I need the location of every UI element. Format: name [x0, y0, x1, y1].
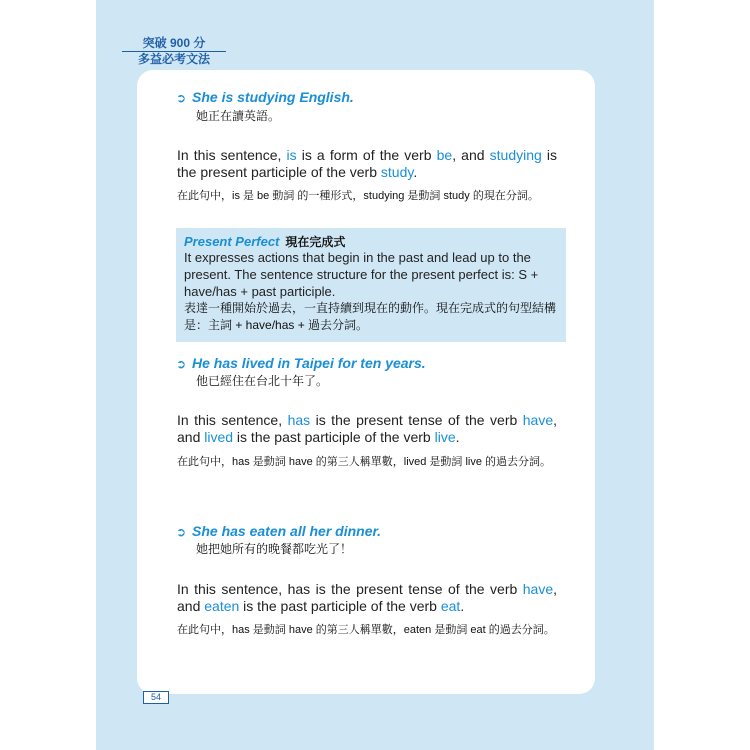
- header-subtitle: 多益必考文法: [137, 52, 210, 66]
- text-run: is a form of the verb: [296, 147, 437, 163]
- example-sentence-3: [176, 523, 381, 541]
- text-run: is the present participle of the verb: [177, 147, 558, 180]
- grammar-box-title-en: Present Perfect: [184, 234, 280, 249]
- text-run: , and: [177, 581, 557, 614]
- text-run: , and: [452, 147, 490, 163]
- example-sentence-1: [176, 89, 354, 107]
- running-header: [122, 36, 226, 67]
- text-run: In this sentence,: [177, 412, 288, 428]
- grammar-box-title-zh: 現在完成式: [285, 235, 346, 249]
- page-number: 54: [143, 691, 169, 704]
- highlight-word: have: [522, 581, 554, 597]
- example-sentence-text: He has lived in Taipei for ten years.: [192, 355, 426, 371]
- text-run: In this sentence,: [177, 147, 287, 163]
- highlight-word: eaten: [204, 598, 240, 614]
- arrow-icon: ➲: [176, 525, 187, 539]
- highlight-word: eat: [440, 598, 461, 614]
- text-run: In this sentence, has is the present tense of the verb: [177, 581, 523, 597]
- text-run: .: [460, 598, 465, 614]
- example-translation-1: 她正在讀英語。: [196, 109, 281, 123]
- highlight-word: lived: [204, 429, 234, 445]
- grammar-box-body: It expresses actions that begin in the past and lead up to the present. The sentence structure for the present perfect is: S + have/has + past participle.: [184, 250, 539, 299]
- highlight-word: has: [287, 412, 311, 428]
- arrow-icon: ➲: [176, 91, 187, 105]
- highlight-word: studying: [489, 147, 542, 163]
- example-sentence-2: [176, 355, 426, 373]
- example-translation-2: 他已經住在台北十年了。: [196, 374, 329, 388]
- explanation-translation-2: 在此句中，has 是動詞 have 的第三人稱單數，lived 是動詞 live 的過去分詞。: [177, 456, 552, 468]
- explanation-translation-1: 在此句中，is 是 be 動詞 的一種形式，studying 是動詞 study 的現在分詞。: [177, 190, 539, 202]
- explanation-paragraph-3: [177, 581, 557, 615]
- explanation-paragraph-1: [177, 147, 557, 181]
- example-sentence-text: She is studying English.: [192, 89, 354, 105]
- grammar-box: [176, 228, 566, 342]
- highlight-word: have: [522, 412, 554, 428]
- highlight-word: is: [286, 147, 297, 163]
- highlight-word: be: [436, 147, 453, 163]
- text-run: is the past participle of the verb: [239, 598, 441, 614]
- explanation-paragraph-2: [177, 412, 557, 446]
- text-run: , and: [177, 412, 557, 445]
- grammar-box-body-zh: 表達一種開始於過去，一直持續到現在的動作。現在完成式的句型結構是：主詞 + have/has + 過去分詞。: [184, 301, 557, 332]
- header-title: 突破 900 分: [142, 36, 206, 50]
- text-run: is the present tense of the verb: [310, 412, 523, 428]
- explanation-translation-3: 在此句中，has 是動詞 have 的第三人稱單數，eaten 是動詞 eat 的過去分詞。: [177, 624, 555, 636]
- grammar-box-title: [184, 233, 345, 250]
- text-run: is the past participle of the verb: [233, 429, 435, 445]
- arrow-icon: ➲: [176, 357, 187, 371]
- text-run: .: [455, 429, 460, 445]
- example-translation-3: 她把她所有的晚餐都吃光了！: [196, 542, 353, 556]
- highlight-word: live: [434, 429, 456, 445]
- example-sentence-text: She has eaten all her dinner.: [192, 523, 382, 539]
- highlight-word: study: [380, 164, 414, 180]
- text-run: .: [413, 164, 418, 180]
